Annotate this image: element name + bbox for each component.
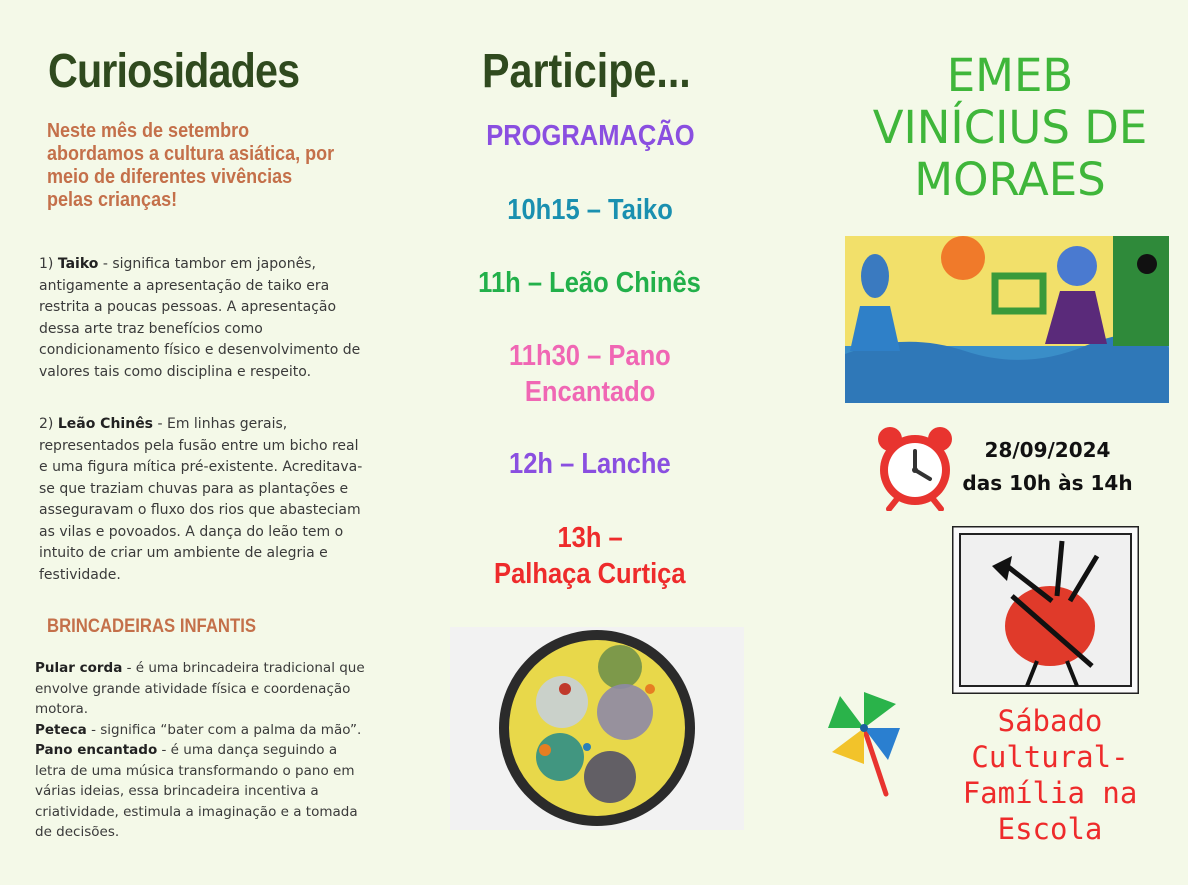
children-painting-image	[845, 236, 1169, 403]
brincadeiras-list	[35, 658, 365, 843]
event-line: Encantado	[524, 376, 656, 408]
programacao-label: PROGRAMAÇÃO	[485, 120, 695, 152]
school-line: MORAES	[914, 153, 1106, 206]
event-lanche	[455, 446, 725, 482]
sabado-line: Cultural-	[971, 740, 1129, 774]
participe-title: Participe...	[482, 45, 691, 98]
brincadeira-text: - é uma brincadeira tradicional que envolve grande atividade física e coordenação motora.	[35, 660, 365, 717]
bird-drawing-image	[952, 526, 1139, 694]
taiko-text: - significa tambor em japonês, antigamente a apresentação de taiko era restrita a poucas pessoas. A apresentação dessa arte traz benefícios como condicionamento físico e desenvolvimento de valores tais como disciplina e respeito.	[39, 256, 361, 380]
pinwheel-icon	[826, 690, 904, 798]
event-leao-chines	[455, 265, 725, 301]
curiosidades-title: Curiosidades	[48, 45, 300, 98]
school-line: EMEB	[946, 49, 1074, 102]
brincadeira-text: - significa “bater com a palma da mão”.	[86, 721, 362, 738]
school-name	[840, 50, 1180, 206]
sabado-line: Família na	[962, 776, 1138, 810]
leao-term: Leão Chinês	[57, 416, 154, 432]
taiko-term: Taiko	[57, 256, 99, 272]
event-pano-encantado	[455, 338, 725, 410]
event-taiko	[455, 192, 725, 228]
event-date-block	[955, 434, 1140, 500]
event-palhaca	[455, 520, 725, 592]
school-line: VINÍCIUS DE	[872, 101, 1148, 154]
event-line: 13h –	[557, 522, 623, 554]
brincadeira-item	[35, 658, 365, 720]
event-line: 11h – Leão Chinês	[478, 267, 702, 299]
event-line: 10h15 – Taiko	[507, 194, 673, 226]
event-line: 12h – Lanche	[509, 448, 671, 480]
brincadeira-term: Peteca	[35, 721, 87, 738]
taiko-prefix: 1)	[39, 256, 58, 272]
sabado-cultural-title	[935, 703, 1165, 847]
event-date: 28/09/2024	[984, 438, 1111, 462]
leao-prefix: 2)	[39, 416, 58, 432]
curiosidades-intro: Neste mês de setembro abordamos a cultura asiática, por meio de diferentes vivências pelas crianças!	[47, 120, 335, 211]
taiko-paragraph	[39, 254, 369, 383]
event-line: Palhaça Curtiça	[494, 558, 686, 590]
leao-text: - Em linhas gerais, representados pela fusão entre um bicho real e uma figura mítica pré-existente. Acreditava-se que traziam chuvas para as plantações e asseguravam o fluxo dos rios que abasteciam as vilas e povoados. A dança do leão tem o intuito de criar um ambiente de alegria e festividade.	[39, 416, 363, 583]
brincadeira-item	[35, 740, 365, 843]
programacao-heading	[455, 118, 725, 154]
brincadeira-item	[35, 720, 365, 741]
brincadeira-text: - é uma dança seguindo a letra de uma música transformando o pano em várias ideias, essa brincadeira incentiva a criatividade, estimula a imaginação e a tomada de decisões.	[35, 742, 358, 840]
leao-chines-paragraph	[39, 414, 369, 586]
event-line: 11h30 – Pano	[509, 340, 671, 372]
sabado-line: Escola	[997, 812, 1103, 846]
plate-artwork-image	[450, 627, 744, 830]
sabado-line: Sábado	[997, 704, 1103, 738]
brincadeira-term: Pano encantado	[35, 742, 158, 758]
alarm-clock-icon	[875, 423, 955, 511]
brincadeira-term: Pular corda	[35, 660, 123, 676]
brincadeiras-title: BRINCADEIRAS INFANTIS	[47, 616, 257, 637]
event-time: das 10h às 14h	[962, 471, 1133, 495]
